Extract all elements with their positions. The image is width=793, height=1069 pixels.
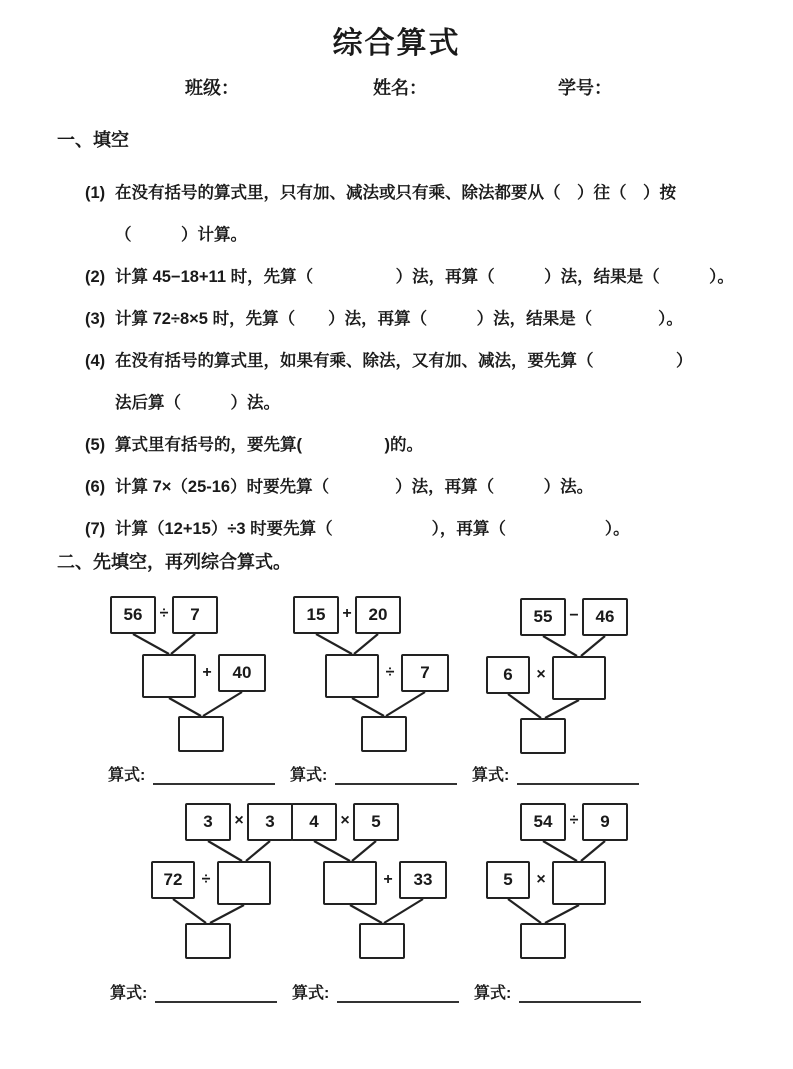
page-title: 综合算式 (332, 27, 461, 60)
question-line: 计算（12+15）÷3 时要先算（ ），再算（ ）。 (115, 520, 630, 538)
question-number: (3) (85, 310, 106, 328)
number-tree-3 (448, 598, 668, 758)
question-text (115, 172, 763, 256)
question-3 (85, 298, 763, 340)
expression-answer-1 (108, 762, 275, 785)
tree-answer-box (185, 923, 231, 959)
expression-blank-line (335, 767, 457, 785)
question-text (115, 508, 763, 550)
tree-number-box: 56 (110, 596, 156, 634)
tree-number-box: 3 (185, 803, 231, 841)
tree-number-box: 54 (520, 803, 566, 841)
question-text (115, 256, 763, 298)
expression-label: 算式: (290, 767, 328, 784)
tree-answer-box (142, 654, 196, 698)
tree-number-box: 5 (486, 861, 530, 899)
expression-label: 算式: (474, 985, 512, 1002)
question-number: (7) (85, 520, 106, 538)
question-number: (6) (85, 478, 106, 496)
section1-heading: 一、填空 (57, 130, 129, 150)
tree-answer-box (520, 718, 566, 754)
question-7 (85, 508, 763, 550)
question-line: 在没有括号的算式里，如果有乘、除法，又有加、减法，要先算（ ） (115, 352, 693, 370)
operator-divide: ÷ (159, 605, 169, 622)
question-line: 计算 45−18+11 时，先算（ ）法，再算（ ）法，结果是（ ）。 (115, 268, 734, 286)
question-5 (85, 424, 763, 466)
operator-multiply: × (536, 871, 546, 888)
operator-minus: − (569, 607, 579, 624)
expression-label: 算式: (110, 985, 148, 1002)
expression-blank-line (155, 985, 277, 1003)
tree-answer-box (552, 656, 606, 700)
tree-answer-box (323, 861, 377, 905)
tree-number-box: 33 (399, 861, 447, 899)
tree-answer-box (178, 716, 224, 752)
number-tree-6 (448, 803, 668, 963)
question-6 (85, 466, 763, 508)
operator-plus: + (383, 871, 393, 888)
tree-number-box: 7 (401, 654, 449, 692)
name-label: 姓名： (373, 78, 427, 98)
question-number: (1) (85, 184, 106, 202)
question-1 (85, 172, 763, 256)
operator-plus: + (202, 664, 212, 681)
student-info-row (0, 74, 793, 100)
question-line: 计算 72÷8×5 时，先算（ ）法，再算（ ）法，结果是（ ）。 (115, 310, 683, 328)
question-text (115, 424, 763, 466)
question-line: 算式里有括号的，要先算( )的。 (115, 436, 423, 454)
expression-label: 算式: (472, 767, 510, 784)
operator-multiply: × (340, 812, 350, 829)
question-number: (2) (85, 268, 106, 286)
expression-blank-line (153, 767, 275, 785)
expression-answer-3 (472, 762, 639, 785)
tree-number-box: 4 (291, 803, 337, 841)
expression-answer-2 (290, 762, 457, 785)
expression-answer-5 (292, 980, 459, 1003)
tree-answer-box (325, 654, 379, 698)
tree-number-box: 3 (247, 803, 293, 841)
section2-heading: 二、先填空，再列综合算式。 (57, 552, 291, 572)
tree-number-box: 55 (520, 598, 566, 636)
question-line: 在没有括号的算式里，只有加、减法或只有乘、除法都要从（ ）往（ ）按 (115, 184, 676, 202)
tree-answer-box (361, 716, 407, 752)
question-text (115, 340, 763, 424)
operator-divide: ÷ (569, 812, 579, 829)
operator-multiply: × (234, 812, 244, 829)
expression-answer-4 (110, 980, 277, 1003)
tree-number-box: 72 (151, 861, 195, 899)
operator-divide: ÷ (385, 664, 395, 681)
tree-number-box: 5 (353, 803, 399, 841)
question-2 (85, 256, 763, 298)
tree-answer-box (359, 923, 405, 959)
question-number: (4) (85, 352, 106, 370)
operator-plus: + (342, 605, 352, 622)
question-text (115, 298, 763, 340)
tree-number-box: 46 (582, 598, 628, 636)
tree-number-box: 20 (355, 596, 401, 634)
expression-answer-6 (474, 980, 641, 1003)
tree-number-box: 15 (293, 596, 339, 634)
expression-blank-line (337, 985, 459, 1003)
operator-multiply: × (536, 666, 546, 683)
tree-number-box: 9 (582, 803, 628, 841)
tree-answer-box (552, 861, 606, 905)
expression-label: 算式: (292, 985, 330, 1002)
question-line: 法后算（ ）法。 (115, 394, 280, 412)
question-text (115, 466, 763, 508)
tree-answer-box (217, 861, 271, 905)
expression-blank-line (519, 985, 641, 1003)
question-number: (5) (85, 436, 106, 454)
fill-in-questions (85, 172, 763, 550)
student-id-label: 学号： (558, 78, 612, 98)
class-label: 班级： (185, 78, 239, 98)
question-line: （ ）计算。 (115, 226, 247, 244)
expression-label: 算式: (108, 767, 146, 784)
tree-number-box: 7 (172, 596, 218, 634)
tree-number-box: 6 (486, 656, 530, 694)
tree-answer-box (520, 923, 566, 959)
question-line: 计算 7×（25-16）时要先算（ ）法，再算（ ）法。 (115, 478, 594, 496)
question-4 (85, 340, 763, 424)
operator-divide: ÷ (201, 871, 211, 888)
expression-blank-line (517, 767, 639, 785)
tree-number-box: 40 (218, 654, 266, 692)
